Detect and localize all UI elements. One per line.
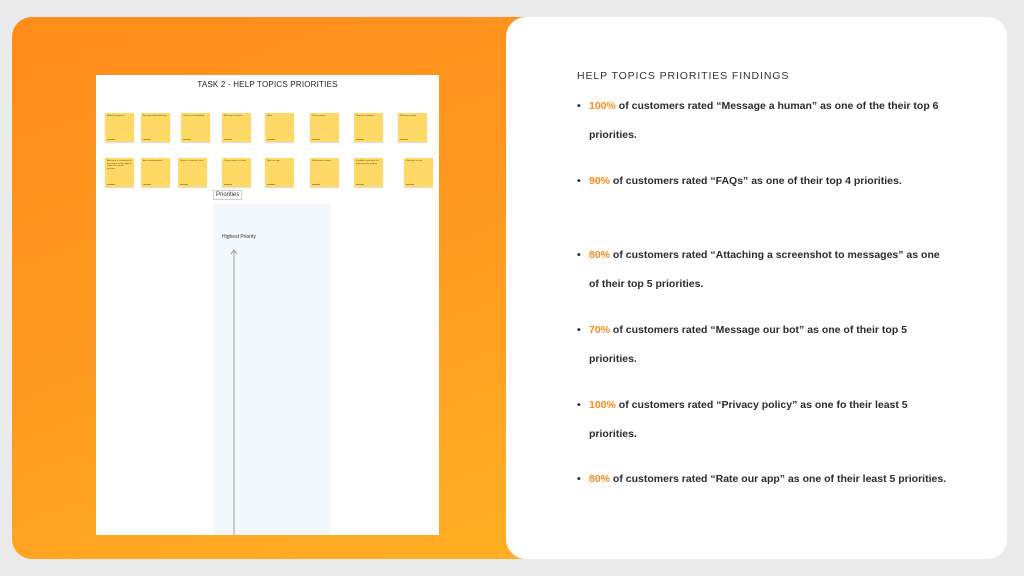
finding-percent: 100% (589, 399, 616, 411)
finding-text: of customers rated “Message our bot” as one of their top 5 priorities. (589, 324, 907, 365)
finding-percent: 80% (589, 249, 611, 261)
finding-text: of customers rated “Attaching a screenshot to messages” as one of their top 5 priorities. (589, 249, 940, 290)
sticky-note-text: Notification settings (312, 160, 331, 162)
board-title: TASK 2 - HELP TOPICS PRIORITIES (197, 80, 338, 89)
sticky-note-text: Privacy policy (312, 115, 326, 117)
finding-percent: 90% (589, 175, 611, 187)
sticky-note-text: Feedback and ideas for improving the product (356, 160, 379, 165)
sticky-note-text: Message a human (224, 115, 242, 117)
sticky-note (105, 113, 134, 142)
sticky-note-text: Report a technical issue (180, 160, 204, 162)
sticky-note (354, 113, 383, 142)
finding-item (577, 167, 947, 196)
bullet-icon: • (577, 324, 581, 336)
whiteboard-screenshot (96, 75, 439, 535)
sticky-note (105, 158, 134, 187)
sticky-note (141, 113, 170, 142)
sticky-note (354, 158, 383, 187)
bullet-icon: • (577, 473, 581, 485)
finding-text: of customers rated “FAQs” as one of their top 4 priorities. (610, 175, 902, 187)
finding-item (577, 241, 947, 298)
bullet-icon: • (577, 100, 581, 112)
finding-text: of customers rated “Privacy policy” as one fo their least 5 priorities. (589, 399, 908, 440)
sticky-note (141, 158, 170, 187)
bullet-icon: • (577, 249, 581, 261)
bullet-icon: • (577, 399, 581, 411)
sticky-note (404, 158, 433, 187)
sticky-note-text: Message our bot (406, 160, 423, 162)
finding-text: of customers rated “Message a human” as one of the their top 6 priorities. (589, 100, 939, 141)
sticky-note-text: FAQs (267, 115, 273, 117)
sticky-note (222, 158, 251, 187)
sticky-note (265, 113, 294, 142)
priorities-label: Priorities (213, 190, 242, 200)
sticky-note-text: Attaching a screenshot to messages so the support team can see the problem (107, 160, 132, 170)
finding-item (577, 92, 947, 149)
sticky-note (265, 158, 294, 187)
finding-item (577, 465, 947, 494)
sticky-note-text: Delivery & scheduling (183, 115, 205, 117)
finding-item (577, 316, 947, 373)
sticky-note-text: Manage account (400, 115, 417, 117)
sticky-note-text: Billing & payments (107, 115, 125, 117)
finding-text: of customers rated “Rate our app” as one of their least 5 priorities. (610, 473, 947, 485)
finding-item (577, 391, 947, 448)
bullet-icon: • (577, 175, 581, 187)
sticky-note-text: Terms & conditions (356, 115, 375, 117)
sticky-note (178, 158, 207, 187)
sticky-note-text: Rate our app (267, 160, 280, 162)
sticky-note-text: Promo codes & credits (224, 160, 247, 162)
sticky-note (310, 158, 339, 187)
priority-arrow-icon (230, 249, 238, 535)
sticky-note (310, 113, 339, 142)
finding-percent: 80% (589, 473, 611, 485)
sticky-note (181, 113, 210, 142)
highest-priority-label: Highest Priority (222, 234, 256, 240)
findings-title: HELP TOPICS PRIORITIES FINDINGS (577, 70, 790, 82)
sticky-note (398, 113, 427, 142)
sticky-note-text: Accessibility options (143, 160, 163, 162)
sticky-note (222, 113, 251, 142)
finding-percent: 70% (589, 324, 611, 336)
finding-percent: 100% (589, 100, 616, 112)
sticky-note-text: Account and profile help (143, 115, 167, 117)
